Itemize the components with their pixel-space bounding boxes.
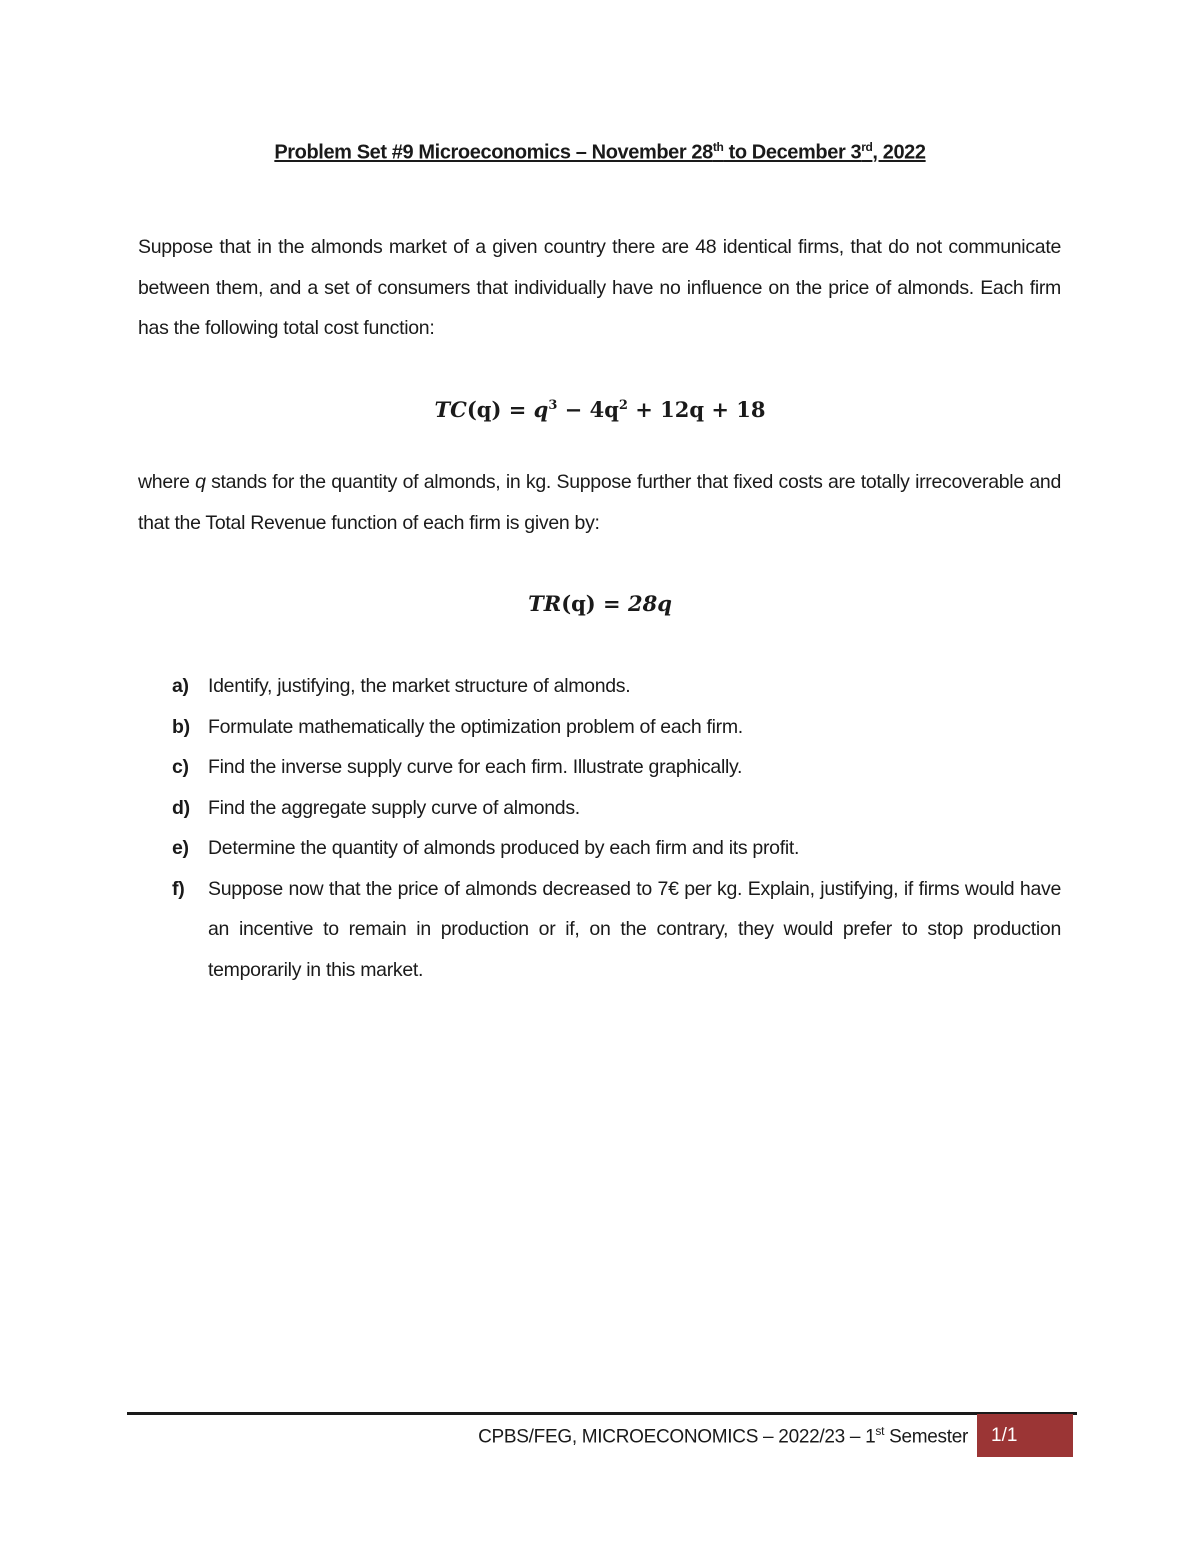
- total-cost-equation: [0, 397, 1200, 422]
- question-text: Determine the quantity of almonds produced by each firm and its profit.: [208, 837, 800, 859]
- question-text: Find the aggregate supply curve of almonds.: [208, 796, 580, 819]
- question-item: [172, 747, 1061, 788]
- explanation-text: stands for the quantity of almonds, in kg. Suppose further that fixed costs are totally irrecoverable and that the Total Revenue function of each firm is given by:: [138, 471, 1061, 534]
- explanation-paragraph: [138, 462, 1061, 543]
- title-text: Problem Set #9 Microeconomics – November 28: [274, 141, 713, 164]
- equation-term: =: [501, 397, 534, 422]
- question-text: Find the inverse supply curve for each firm. Illustrate graphically.: [208, 756, 743, 778]
- equation-exponent: 2: [618, 398, 628, 413]
- question-letter: d): [172, 796, 190, 819]
- equation-term: − 4q: [557, 397, 619, 422]
- question-item: [172, 828, 1061, 869]
- title-text: to December 3: [723, 141, 862, 164]
- page-number-badge: 1/1: [977, 1414, 1073, 1457]
- equation-exponent: 3: [548, 398, 558, 413]
- question-letter: a): [172, 675, 189, 697]
- total-revenue-equation: [0, 591, 1200, 616]
- footer-course-label: [478, 1424, 968, 1448]
- question-item: [172, 707, 1061, 748]
- equation-term: =: [595, 591, 628, 616]
- question-text: Suppose now that the price of almonds decreased to 7€ per kg. Explain, justifying, if firms would have an incentive to remain in production or if, on the contrary, they would prefer to stop production temporarily in this market.: [208, 877, 1061, 981]
- footer-text: CPBS/FEG, MICROECONOMICS – 2022/23 – 1: [478, 1426, 876, 1448]
- equation-term: q: [533, 397, 549, 422]
- question-text: Formulate mathematically the optimization problem of each firm.: [208, 715, 743, 738]
- question-item: [172, 869, 1061, 991]
- question-letter: f): [172, 877, 185, 900]
- title-superscript: rd: [861, 140, 873, 154]
- equation-term: 28q: [627, 591, 672, 616]
- title-superscript: th: [712, 140, 724, 154]
- footer-superscript: st: [875, 1424, 885, 1438]
- equation-term: TR: [528, 591, 562, 616]
- question-item: [172, 666, 1061, 707]
- footer-divider: [127, 1412, 1077, 1415]
- equation-term: (q): [561, 591, 596, 616]
- footer-text: Semester: [884, 1426, 968, 1448]
- question-letter: c): [172, 756, 189, 778]
- intro-paragraph: Suppose that in the almonds market of a given country there are 48 identical firms, that do not communicate between them, and a set of consumers that individually have no influence on the price of almonds. Each firm has the following total cost function:: [138, 236, 1061, 339]
- question-letter: b): [172, 715, 190, 738]
- page-title: [0, 140, 1200, 165]
- question-list: [172, 666, 1061, 990]
- question-text: Identify, justifying, the market structure of almonds.: [208, 675, 631, 697]
- explanation-text: where: [138, 471, 196, 493]
- equation-term: TC: [434, 397, 467, 422]
- variable-q: q: [195, 471, 206, 493]
- equation-term: (q): [466, 397, 502, 422]
- title-text: , 2022: [872, 141, 926, 164]
- equation-term: + 12q + 18: [627, 397, 766, 422]
- question-item: [172, 788, 1061, 829]
- question-letter: e): [172, 837, 189, 859]
